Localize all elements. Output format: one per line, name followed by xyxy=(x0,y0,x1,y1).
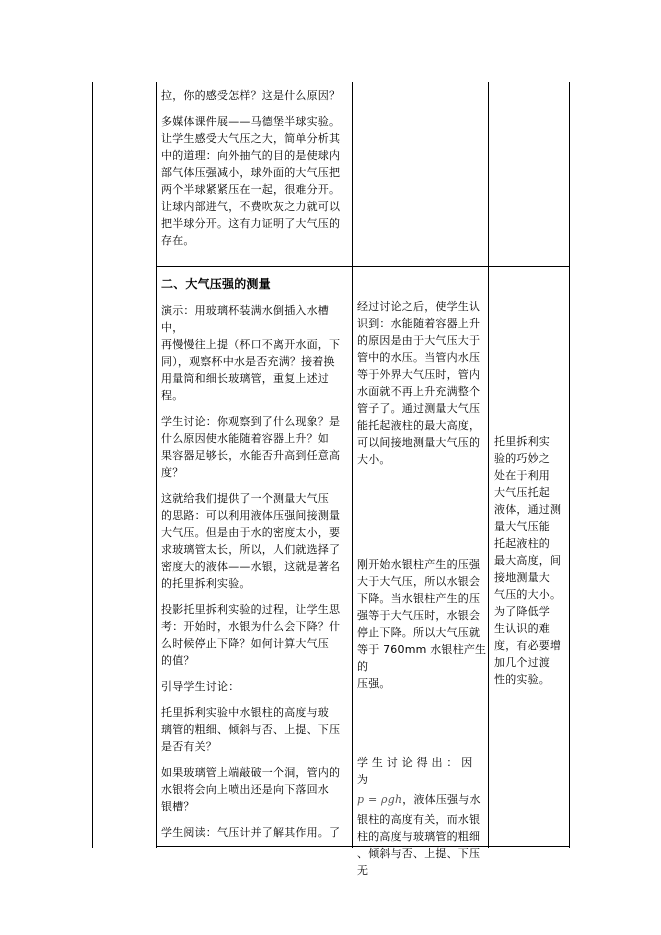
column-divider-1 xyxy=(156,82,157,848)
projection-paragraph: 投影托里拆利实验的过程，让学生思 考：开始时，水银为什么会下降？什 么时候停止下降？如何计算大气压 的值？ xyxy=(161,603,341,667)
hole-question-paragraph: 如果玻璃管上端敲破一个洞，管内的 水银将会向上喷出还是向下落回水 银槽？ xyxy=(161,766,341,813)
guide-paragraph: 引导学生讨论： xyxy=(161,680,240,693)
column-divider-2 xyxy=(352,82,353,848)
mercury-paragraph: 刚开始水银柱产生的压强 大于大气压，所以水银会 下降。当水银柱产生的压 强等于大气压时，水银会 停止下降。所以大气压就 等于 760mm 水银柱产生的 压强。 xyxy=(357,558,487,690)
section-heading: 二、大气压强的测量 xyxy=(161,277,271,291)
table-left-border xyxy=(92,82,93,848)
result-paragraph-line1: 学 生 讨 论 得 出 ： 因 为 xyxy=(357,756,473,786)
column-divider-3 xyxy=(488,82,489,848)
question-paragraph: 拉，你的感受怎样？这是什么原因？ xyxy=(161,89,341,102)
student-activity-cell xyxy=(357,298,487,888)
teaching-process-bottom-cell xyxy=(161,276,351,850)
design-intent-paragraph: 托里拆利实 验的巧妙之 处在于利用 大气压托起 液体，通过测 量大气压能 托起液柱的 最大高度，间 接地测量大 气压的大小。 为了降低学 生认识的难 度，有必要增 加几个过渡 性的实验。 xyxy=(494,435,562,686)
idea-paragraph: 这就给我们提供了一个测量大气压 的思路：可以利用液体压强间接测量 大气压。但是由于水的密度太小，要 求玻璃管太长，所以，人们就选择了 密度大的液体——水银，这就是著名 的托里拆利实验。 xyxy=(161,492,341,590)
discussion-paragraph: 学生讨论：你观察到了什么现象？是 什么原因使水能随着容器上升？如 果容器足够长，水能否升高到任意高 度？ xyxy=(161,415,341,479)
result-paragraph-line2: p = ρgh，液体压强与水 xyxy=(357,793,481,806)
teaching-process-top-cell xyxy=(161,87,349,258)
torricelli-question-paragraph: 托里拆利实验中水银柱的高度与玻 璃管的粗细、倾斜与否、上提、下压 是否有关？ xyxy=(161,706,341,753)
reading-paragraph: 学生阅读：气压计并了解其作用。了 xyxy=(161,826,341,839)
magdeburg-paragraph: 多媒体课件展——马德堡半球实验。 让学生感受大气压之大，简单分析其 中的道理：向外抽气的目的是使球内 部气体压强减小，球外面的大气压把 两个半球紧紧压在一起，很难分开。 让球内部进气，不费吹灰之力就可以 把半球分开。这有力证明了大气压的 存在。 xyxy=(161,115,341,247)
demo-paragraph: 演示：用玻璃杯装满水倒插入水槽中， 再慢慢往上提（杯口不离开水面，下 同），观察杯中水是否充满？接着换 用量筒和细长玻璃管，重复上述过程。 xyxy=(161,304,341,402)
pressure-formula: p = ρgh xyxy=(357,793,403,806)
row-divider xyxy=(156,266,570,267)
table-right-border xyxy=(569,82,570,848)
conclusion-paragraph: 经过讨论之后，使学生认 识到：水能随着容器上升 的原因是由于大气压大于 管中的水压。当管内水压 等于外界大气压时，管内 水面就不再上升充满整个 管子了。通过测量大气压 能托起液柱的最大高度， 可以间接地测量大气压的 大小。 xyxy=(357,300,481,466)
design-intent-cell xyxy=(494,433,568,697)
result-paragraph-rest: 银柱的高度有关，而水银 柱的高度与玻璃管的粗细 、倾斜与否、上提、下压无 xyxy=(357,813,481,877)
